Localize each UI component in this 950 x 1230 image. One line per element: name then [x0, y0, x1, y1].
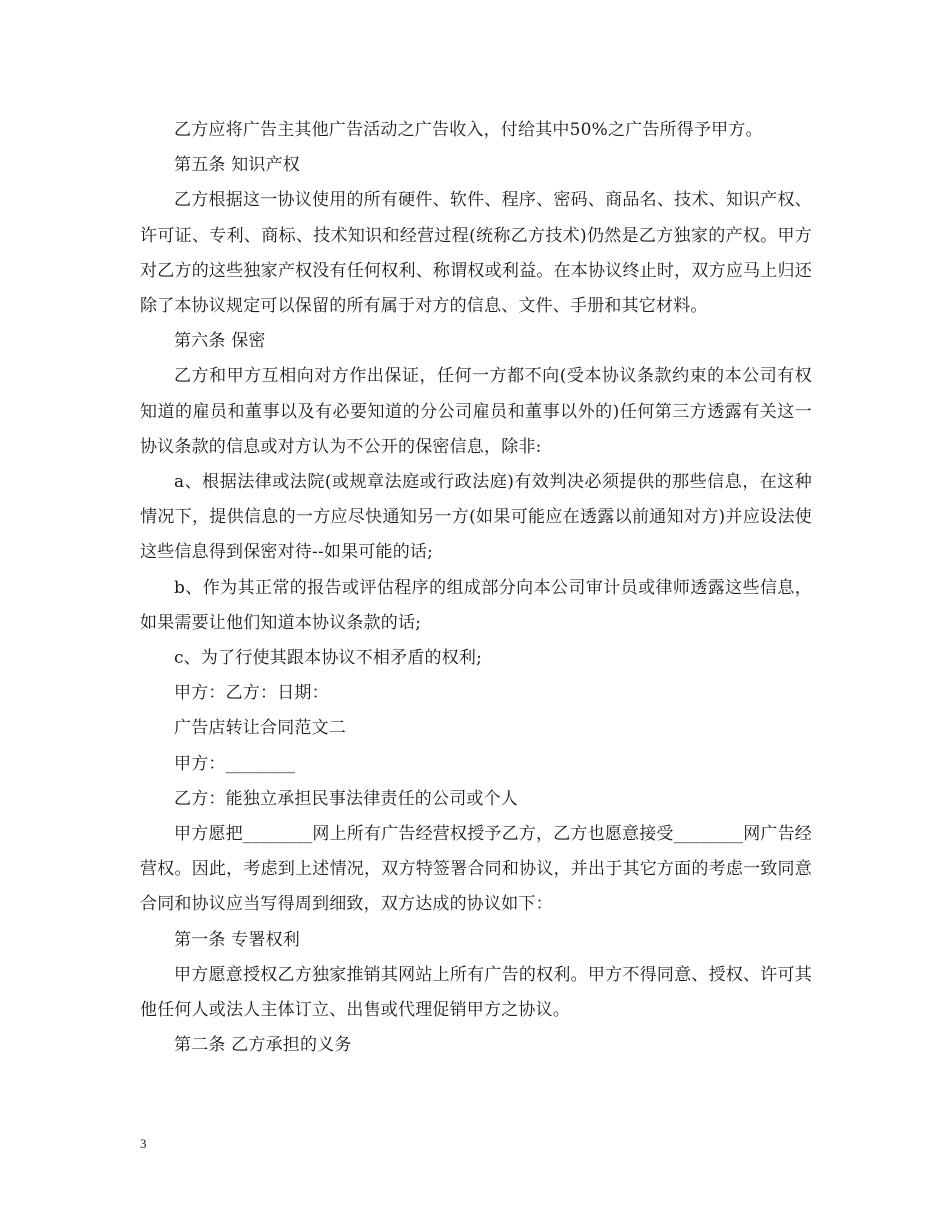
paragraph-confidentiality: 乙方和甲方互相向对方作出保证，任何一方都不向(受本协议条款约束的本公司有权知道的雇员和董事以及有必要知道的分公司雇员和董事以外的)任何第三方透露有关这一协议条款的信息或对方认为不公开的保密信息，除非: — [140, 366, 812, 457]
party-b-line: 乙方：能独立承担民事法律责任的公司或个人 — [174, 788, 518, 809]
sample-title: 广告店转让合同范文二 — [174, 718, 346, 739]
paragraph-item-c: c、为了行使其跟本协议不相矛盾的权利; — [174, 648, 483, 669]
heading-article-6: 第六条 保密 — [174, 331, 266, 352]
heading-article-1: 第一条 专署权利 — [174, 929, 301, 950]
paragraph-item-a: a、根据法律或法院(或规章法庭或行政法庭)有效判决必须提供的那些信息，在这种情况下，提供信息的一方应尽快通知另一方(如果可能应在透露以前通知对方)并应设法使这些信息得到保密对待--如果可能的话; — [140, 472, 812, 563]
heading-article-5: 第五条 知识产权 — [174, 155, 301, 176]
paragraph-revenue-share: 乙方应将广告主其他广告活动之广告收入，付给其中50%之广告所得予甲方。 — [174, 120, 763, 140]
paragraph-item-b: b、作为其正常的报告或评估程序的组成部分向本公司审计员或律师透露这些信息，如果需要让他们知道本协议条款的话; — [140, 577, 812, 633]
paragraph-exclusive-rights: 甲方愿意授权乙方独家推销其网站上所有广告的权利。甲方不得同意、授权、许可其他任何人或法人主体订立、出售或代理促销甲方之协议。 — [140, 964, 812, 1021]
heading-article-2: 第二条 乙方承担的义务 — [174, 1035, 352, 1056]
page-number: 3 — [140, 1136, 147, 1151]
party-a-line: 甲方：________ — [174, 753, 296, 774]
paragraph-grant: 甲方愿把________网上所有广告经营权授予乙方，乙方也愿意接受________网广告经营权。因此，考虑到上述情况，双方特签署合同和协议，并出于其它方面的考虑一致同意合同和协议应当写得周到细致，双方达成的协议如下： — [140, 824, 812, 915]
document-body — [140, 113, 812, 1063]
signature-line: 甲方：乙方：日期： — [174, 683, 329, 704]
paragraph-ip: 乙方根据这一协议使用的所有硬件、软件、程序、密码、商品名、技术、知识产权、许可证、专利、商标、技术知识和经营过程(统称乙方技术)仍然是乙方独家的产权。甲方对乙方的这些独家产权没有任何权利、称谓权或利益。在本协议终止时，双方应马上归还除了本协议规定可以保留的所有属于对方的信息、文件、手册和其它材料。 — [140, 190, 812, 317]
